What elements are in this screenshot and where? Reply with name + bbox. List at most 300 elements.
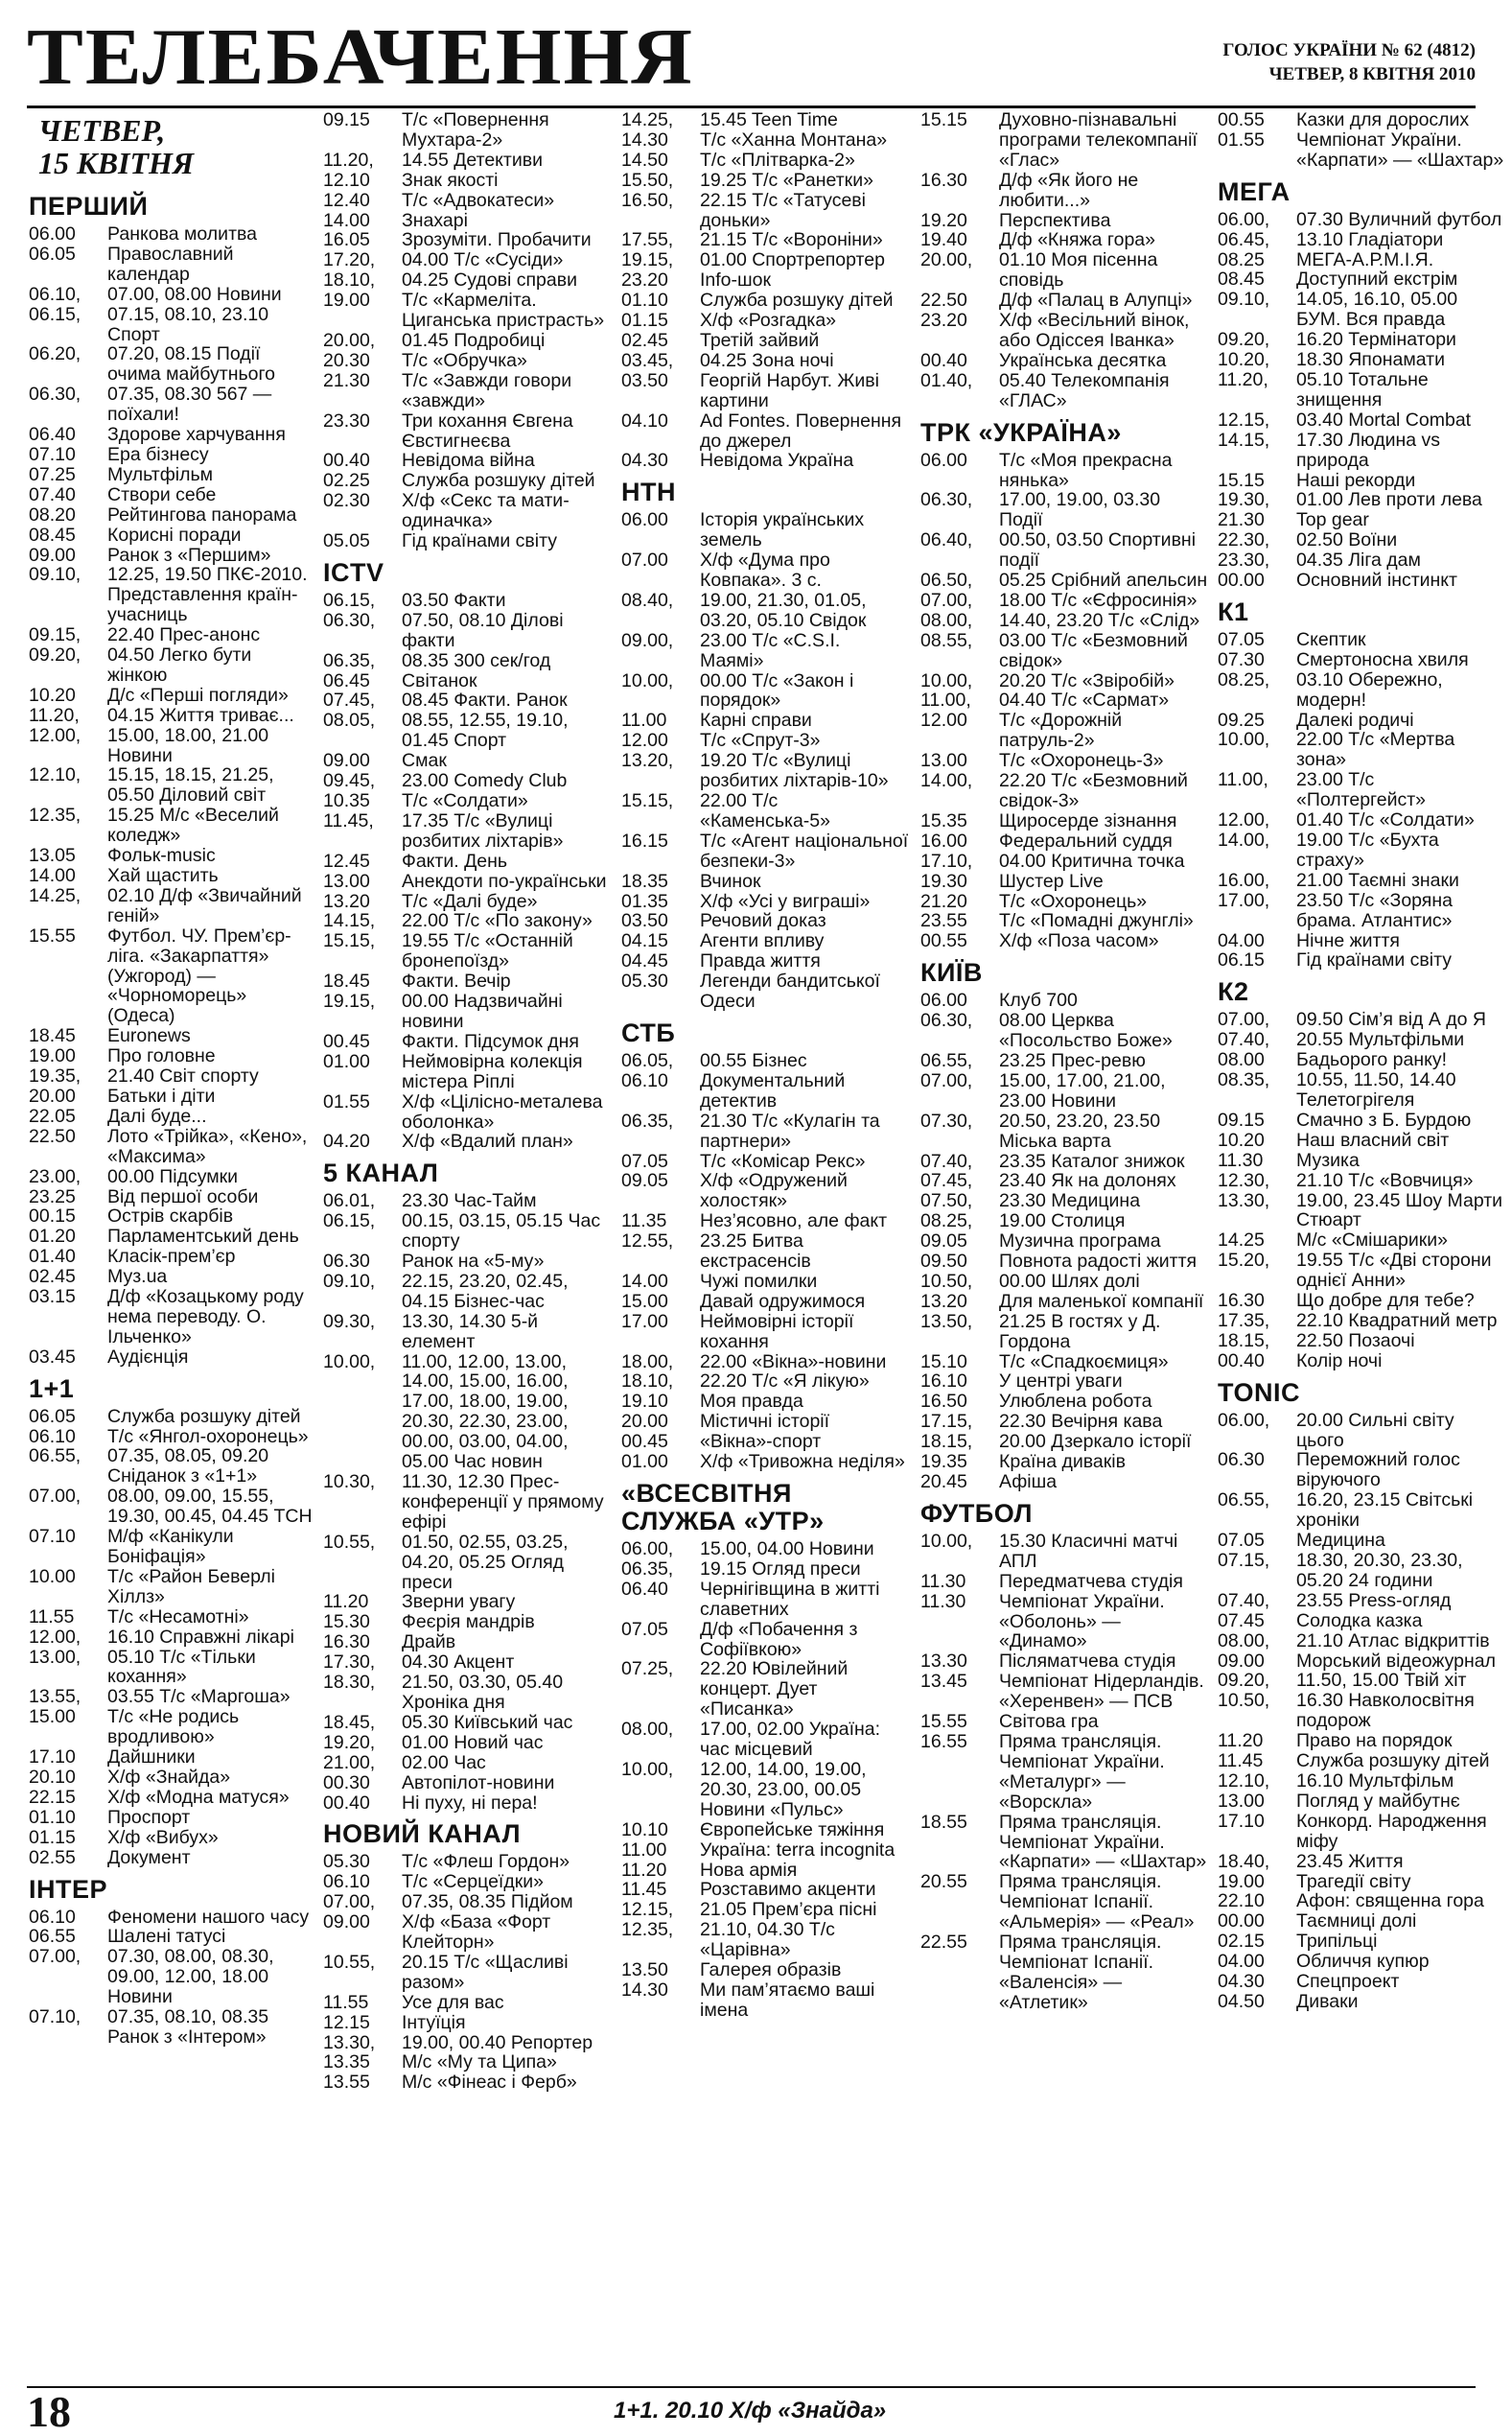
program-title: Документ: [107, 1846, 191, 1868]
program-time: 13.55,: [29, 1686, 81, 1708]
program-entry: [1218, 1050, 1505, 1070]
program-title: Х/ф «Дума про Ковпака». 3 с.: [700, 550, 830, 592]
program-entry: [1218, 630, 1505, 650]
program-time: 11.20: [1218, 1730, 1264, 1752]
program-entry: [1218, 269, 1505, 290]
program-title: Медицина: [1296, 1530, 1385, 1552]
program-entry: [323, 1872, 611, 1892]
program-entry: [621, 972, 909, 1012]
program-entry: [323, 1092, 611, 1133]
program-time: 14.25,: [621, 110, 674, 130]
program-title: 04.00 Критична точка: [999, 850, 1185, 872]
program-time: 15.15: [1218, 469, 1265, 491]
program-time: 00.40: [920, 349, 967, 371]
program-time: 09.45,: [323, 770, 376, 792]
program-time: 13.05: [29, 845, 76, 867]
program-title: 23.00 Т/с «C.S.I. Маямі»: [700, 629, 841, 671]
program-entry: [29, 1487, 316, 1527]
program-title: Х/ф «Поза часом»: [999, 930, 1159, 952]
program-title: 01.10 Моя пісенна сповідь: [999, 249, 1158, 292]
program-title: Феєрія мандрів: [402, 1611, 535, 1633]
program-title: Рейтингова панорама: [107, 504, 297, 526]
program-entry: [920, 530, 1208, 571]
program-entry: [1218, 1792, 1505, 1812]
program-entry: [29, 1227, 316, 1247]
column-list: [920, 110, 1208, 2013]
program-entry: [920, 1071, 1208, 1112]
program-title: 18.30, 20.30, 23.30, 05.20 24 години: [1296, 1550, 1463, 1591]
program-entry: [920, 691, 1208, 711]
program-time: 06.00,: [1218, 208, 1270, 230]
program-entry: [1218, 1291, 1505, 1311]
program-title: Перспектива: [999, 209, 1111, 231]
program-time: 15.00: [621, 1290, 668, 1312]
program-entry: [29, 1628, 316, 1648]
program-time: 23.20: [920, 310, 967, 332]
program-title: Ранок на «5-му»: [402, 1251, 545, 1273]
program-time: 07.05: [1218, 628, 1265, 650]
program-entry: [621, 671, 909, 712]
program-title: 22.15, 23.20, 02.45, 04.15 Бізнес-час: [402, 1270, 569, 1312]
program-time: 00.40: [323, 1792, 370, 1814]
program-time: 19.20: [920, 209, 967, 231]
program-title: Знахарі: [402, 209, 468, 231]
program-title: Т/с «Не родись вродливою»: [107, 1706, 240, 1748]
program-entry: [621, 1900, 909, 1920]
program-entry: [1218, 471, 1505, 491]
program-title: Х/ф «Модна матуся»: [107, 1786, 290, 1808]
program-entry: [920, 571, 1208, 591]
program-entry: [1218, 431, 1505, 471]
program-entry: [323, 1793, 611, 1814]
channel-name: СТБ: [621, 1018, 676, 1047]
program-title: Т/с «Завжди говори «завжди»: [402, 369, 572, 411]
program-entry: [323, 771, 611, 791]
program-time: 10.55,: [323, 1531, 376, 1553]
program-title: Музична програма: [999, 1230, 1161, 1253]
program-entry: [920, 1712, 1208, 1732]
program-title: Духовно-пізнавальні програми телекомпанії «Глас»: [999, 110, 1198, 171]
program-entry: [1218, 931, 1505, 951]
program-title: Солодка казка: [1296, 1609, 1423, 1631]
program-time: 12.00: [621, 730, 668, 752]
program-time: 07.00,: [920, 589, 973, 611]
program-title: 21.10 Т/с «Вовчиця»: [1296, 1169, 1474, 1191]
channel-name: ICTV: [323, 557, 384, 587]
program-title: Служба розшуку дітей: [107, 1405, 301, 1427]
program-time: 09.00,: [621, 629, 674, 651]
program-time: 14.25: [1218, 1230, 1265, 1252]
program-title: Фольк-music: [107, 845, 216, 867]
program-title: Чемпіонат Нідерландів. «Херенвен» — ПСВ: [999, 1671, 1204, 1713]
program-entry: [621, 731, 909, 751]
program-entry: [323, 191, 611, 211]
program-entry: [621, 892, 909, 912]
program-entry: [920, 1112, 1208, 1152]
program-entry: [621, 171, 909, 191]
program-time: 09.15: [323, 110, 370, 130]
program-entry: [323, 110, 611, 151]
program-entry: [920, 1312, 1208, 1352]
program-entry: [323, 872, 611, 892]
program-title: 01.00 Спортрепортер: [700, 249, 885, 271]
program-entry: [621, 711, 909, 731]
program-time: 22.50: [920, 290, 967, 312]
program-time: 06.40,: [920, 529, 973, 551]
program-time: 12.10,: [29, 764, 81, 786]
program-time: 06.55,: [920, 1049, 973, 1071]
day-title-line-1: ЧЕТВЕР,: [38, 113, 166, 148]
program-title: 19.00, 23.45 Шоу Марти Стюарт: [1296, 1189, 1503, 1231]
program-time: 11.35: [621, 1210, 667, 1232]
program-entry: [29, 445, 316, 465]
program-time: 13.00: [920, 750, 967, 772]
program-entry: [29, 305, 316, 345]
program-title: Т/с «Повернення Мухтара-2»: [402, 110, 549, 151]
program-entry: [29, 846, 316, 866]
program-time: 11.55: [323, 1991, 369, 2013]
program-entry: [920, 892, 1208, 912]
program-time: 07.00,: [1218, 1009, 1270, 1031]
program-entry: [621, 1861, 909, 1881]
channel-name: НТН: [621, 478, 676, 507]
program-title: Х/ф «Тривожна неділя»: [700, 1451, 905, 1473]
program-time: 12.15: [323, 2011, 370, 2033]
program-entry: [621, 1112, 909, 1152]
program-time: 07.10: [29, 443, 76, 465]
program-entry: [29, 765, 316, 806]
channel-name: TONIC: [1218, 1377, 1301, 1407]
program-time: 06.30: [323, 1251, 370, 1273]
program-time: 00.45: [323, 1030, 370, 1052]
program-time: 20.00: [621, 1411, 668, 1433]
program-entry: [1218, 711, 1505, 731]
program-entry: [1218, 370, 1505, 410]
program-title: 07.35, 08.10, 08.35 Ранок з «Інтером»: [107, 2006, 269, 2048]
program-entry: [323, 751, 611, 771]
program-entry: [621, 1231, 909, 1272]
program-time: 03.15: [29, 1286, 76, 1308]
program-time: 10.00,: [1218, 729, 1270, 751]
program-entry: [621, 911, 909, 931]
program-title: Повнота радості життя: [999, 1251, 1198, 1273]
program-time: 06.05,: [621, 1049, 674, 1071]
program-time: 08.25: [1218, 248, 1265, 270]
program-entry: [920, 311, 1208, 351]
program-title: Х/ф «База «Форт Клейторн»: [402, 1911, 551, 1954]
program-time: 07.10,: [29, 2006, 81, 2028]
program-entry: [621, 1539, 909, 1559]
program-entry: [29, 1167, 316, 1187]
program-time: 18.15,: [1218, 1329, 1270, 1351]
program-entry: [920, 1572, 1208, 1592]
program-time: 05.30: [323, 1851, 370, 1873]
program-title: Далекі родичі: [1296, 709, 1414, 731]
program-title: Післяматчева студія: [999, 1651, 1176, 1673]
program-title: Д/ф «Як його не любити...»: [999, 169, 1139, 211]
program-entry: [920, 1171, 1208, 1191]
program-entry: [1218, 510, 1505, 530]
program-title: Автопілот-новини: [402, 1771, 555, 1793]
program-title: Т/с «Обручка»: [402, 349, 527, 371]
program-time: 08.00,: [920, 609, 973, 631]
program-entry: [1218, 1111, 1505, 1131]
program-title: Трипільці: [1296, 1931, 1378, 1953]
program-entry: [323, 671, 611, 691]
program-title: Хай щастить: [107, 865, 219, 886]
program-title: Ні пуху, ні пера!: [402, 1792, 538, 1814]
program-title: Конкорд. Народження міфу: [1296, 1810, 1487, 1852]
program-time: 02.25: [323, 470, 370, 492]
program-time: 17.35,: [1218, 1309, 1270, 1331]
column-list: [323, 110, 611, 2093]
program-title: Шустер Live: [999, 870, 1104, 892]
program-entry: [920, 611, 1208, 631]
day-title: [38, 114, 316, 179]
program-entry: [621, 1760, 909, 1820]
program-entry: [920, 1532, 1208, 1572]
program-time: 01.20: [29, 1226, 76, 1248]
program-entry: [323, 1713, 611, 1733]
program-time: 12.30,: [1218, 1169, 1270, 1191]
program-entry: [621, 1312, 909, 1352]
program-entry: [1218, 670, 1505, 711]
program-title: 16.20, 23.15 Світські хроніки: [1296, 1489, 1474, 1532]
program-time: 21.00,: [323, 1751, 376, 1773]
program-time: 23.00,: [29, 1165, 81, 1187]
program-title: Т/с «Янгол-охоронець»: [107, 1425, 309, 1447]
program-entry: [29, 245, 316, 285]
program-title: Муз.ua: [107, 1266, 168, 1288]
program-entry: [29, 1687, 316, 1707]
program-title: 04.25 Судові справи: [402, 269, 577, 292]
program-title: Вчинок: [700, 870, 761, 892]
program-time: 07.45,: [920, 1170, 973, 1192]
program-time: 21.30: [323, 369, 370, 391]
program-entry: [323, 691, 611, 711]
program-title: 22.20 Ювілейний концерт. Дует «Писанка»: [700, 1658, 849, 1721]
program-entry: [323, 351, 611, 371]
program-entry: [29, 1206, 316, 1227]
program-time: 12.10,: [1218, 1769, 1270, 1792]
program-entry: [29, 726, 316, 766]
program-title: 11.30, 12.30 Прес-конференції у прямому ефірі: [402, 1471, 604, 1533]
program-time: 01.55: [323, 1090, 370, 1113]
program-entry: [323, 1953, 611, 1993]
program-time: 09.00: [323, 750, 370, 772]
program-title: 00.15, 03.15, 05.15 Час спорту: [402, 1210, 601, 1253]
program-title: 22.15 Т/с «Татусеві доньки»: [700, 189, 866, 231]
program-title: 19.00, 00.40 Репортер: [402, 2031, 593, 2053]
program-time: 06.40: [621, 1578, 668, 1600]
program-time: 10.50,: [920, 1270, 973, 1292]
program-entry: [1218, 1351, 1505, 1371]
program-title: 20.00 Дзеркало історії: [999, 1431, 1192, 1453]
program-time: 06.40: [29, 424, 76, 446]
channel-name: ПЕРШИЙ: [29, 192, 149, 221]
program-title: 03.00 Т/с «Безмовний свідок»: [999, 629, 1188, 671]
program-entry: [621, 230, 909, 250]
program-title: 16.20 Термінатори: [1296, 329, 1456, 351]
program-title: 21.10, 04.30 Т/с «Царівна»: [700, 1919, 835, 1961]
program-entry: [621, 751, 909, 791]
program-title: Х/ф «Знайда»: [107, 1766, 231, 1788]
program-title: 15.00, 18.00, 21.00 Новини: [107, 724, 269, 766]
program-time: 10.00: [29, 1565, 76, 1587]
program-title: Х/ф «Розгадка»: [700, 310, 837, 332]
program-title: Клуб 700: [999, 990, 1078, 1012]
program-entry: [621, 1152, 909, 1172]
program-title: Дайшники: [107, 1746, 196, 1768]
program-time: 23.20: [621, 269, 668, 292]
program-time: 15.30: [323, 1611, 370, 1633]
program-title: Морський відеожурнал: [1296, 1650, 1496, 1672]
program-time: 08.00: [1218, 1049, 1265, 1071]
program-title: Інтуїція: [402, 2011, 466, 2033]
program-time: 08.05,: [323, 710, 376, 732]
channel-name: ФУТБОЛ: [920, 1498, 1033, 1528]
header-rule: [27, 105, 1476, 108]
program-entry: [1218, 891, 1505, 931]
program-time: 09.05: [920, 1230, 967, 1253]
program-time: 03.45,: [621, 349, 674, 371]
program-entry: [1218, 1891, 1505, 1911]
channel-name: К1: [1218, 597, 1249, 626]
program-title: Обличчя купюр: [1296, 1951, 1430, 1973]
program-entry: [621, 1880, 909, 1900]
program-title: 21.50, 03.30, 05.40 Хроніка дня: [402, 1672, 564, 1713]
program-time: 06.15,: [29, 303, 81, 325]
program-time: 10.20,: [1218, 349, 1270, 371]
program-time: 14.25,: [29, 884, 81, 906]
program-title: 04.25 Зона ночі: [700, 349, 834, 371]
program-time: 19.10: [621, 1391, 668, 1413]
program-time: 14.30: [621, 129, 668, 151]
program-entry: [621, 1920, 909, 1960]
program-time: 06.35,: [621, 1558, 674, 1580]
program-time: 11.00: [621, 710, 667, 732]
program-time: 07.00,: [29, 1486, 81, 1508]
program-entry: [621, 1452, 909, 1472]
program-time: 09.10,: [323, 1270, 376, 1292]
program-time: 01.15: [621, 310, 668, 332]
program-title: «Вікна»-спорт: [700, 1431, 822, 1453]
program-time: 16.30: [323, 1631, 370, 1653]
program-entry: [1218, 1731, 1505, 1751]
program-title: 18.30 Японамати: [1296, 349, 1445, 371]
program-entry: [920, 1452, 1208, 1472]
program-entry: [323, 1592, 611, 1612]
program-time: 14.15,: [323, 910, 376, 932]
program-entry: [323, 1211, 611, 1252]
program-entry: [621, 1659, 909, 1720]
program-entry: [323, 611, 611, 651]
program-entry: [920, 631, 1208, 671]
program-title: 04.50 Легко бути жінкою: [107, 644, 252, 686]
program-title: 00.50, 03.50 Спортивні події: [999, 529, 1197, 572]
program-entry: [920, 1412, 1208, 1432]
program-time: 13.30: [920, 1651, 967, 1673]
program-entry: [323, 270, 611, 291]
program-entry: [29, 866, 316, 886]
program-time: 00.55: [920, 930, 967, 952]
program-entry: [621, 951, 909, 972]
program-time: 17.20,: [323, 249, 376, 271]
program-entry: [621, 1432, 909, 1452]
program-entry: [1218, 1771, 1505, 1792]
program-time: 00.30: [323, 1771, 370, 1793]
program-title: Чемпіонат України. «Оболонь» — «Динамо»: [999, 1590, 1165, 1652]
program-time: 06.10: [29, 1425, 76, 1447]
program-title: Т/с «Помадні джунглі»: [999, 910, 1194, 932]
program-entry: [621, 1720, 909, 1760]
program-entry: [29, 2007, 316, 2048]
program-entry: [323, 250, 611, 270]
program-title: Давай одружимося: [700, 1290, 866, 1312]
program-entry: [323, 1753, 611, 1773]
program-entry: [621, 1171, 909, 1211]
program-title: 22.00 Т/с «Каменська-5»: [700, 790, 830, 832]
program-time: 06.55,: [29, 1445, 81, 1467]
column-list: [621, 110, 909, 2021]
program-title: М/с «Смішарики»: [1296, 1230, 1448, 1252]
program-entry: [1218, 1151, 1505, 1171]
program-time: 19.00: [1218, 1870, 1265, 1892]
program-title: 19.25 Т/с «Ранетки»: [700, 169, 873, 191]
program-entry: [29, 1768, 316, 1788]
program-entry: [1218, 1311, 1505, 1331]
program-time: 15.00: [29, 1706, 76, 1728]
program-time: 01.15: [29, 1826, 76, 1848]
program-time: 18.35: [621, 870, 668, 892]
program-title: 15.00, 04.00 Новини: [700, 1538, 874, 1559]
program-time: 17.10: [1218, 1810, 1265, 1832]
program-title: Ad Fontes. Повернення до джерел: [700, 410, 902, 452]
program-entry: [621, 631, 909, 671]
program-title: Служба розшуку дітей: [402, 470, 595, 492]
program-time: 16.50,: [621, 189, 674, 211]
program-entry: [29, 344, 316, 385]
program-time: 07.15,: [1218, 1550, 1270, 1571]
program-entry: [29, 1947, 316, 2007]
program-title: 08.35 300 сек/год: [402, 649, 551, 671]
program-title: Знак якості: [402, 169, 499, 191]
program-title: 19.15 Огляд преси: [700, 1558, 861, 1580]
program-entry: [29, 1747, 316, 1768]
program-title: Острів скарбів: [107, 1206, 234, 1228]
program-entry: [1218, 1611, 1505, 1631]
program-entry: [29, 1026, 316, 1046]
program-time: 11.00,: [920, 690, 971, 712]
program-entry: [920, 1872, 1208, 1932]
program-entry: [920, 1432, 1208, 1452]
program-entry: [1218, 1932, 1505, 1952]
program-time: 13.45: [920, 1671, 967, 1693]
program-title: Трагедії світу: [1296, 1870, 1411, 1892]
program-time: 01.00: [621, 1451, 668, 1473]
program-entry: [29, 1808, 316, 1828]
program-time: 11.55: [29, 1605, 75, 1628]
program-time: 07.05: [621, 1150, 668, 1172]
program-title: Передматчева студія: [999, 1570, 1183, 1592]
program-entry: [1218, 1070, 1505, 1111]
program-title: Улюблена робота: [999, 1391, 1152, 1413]
program-title: 23.40 Як на долонях: [999, 1170, 1176, 1192]
program-title: Euronews: [107, 1025, 191, 1047]
program-title: Т/с «Плітварка-2»: [700, 149, 855, 171]
program-time: 10.00,: [621, 1758, 674, 1780]
program-title: Зверни увагу: [402, 1591, 516, 1613]
